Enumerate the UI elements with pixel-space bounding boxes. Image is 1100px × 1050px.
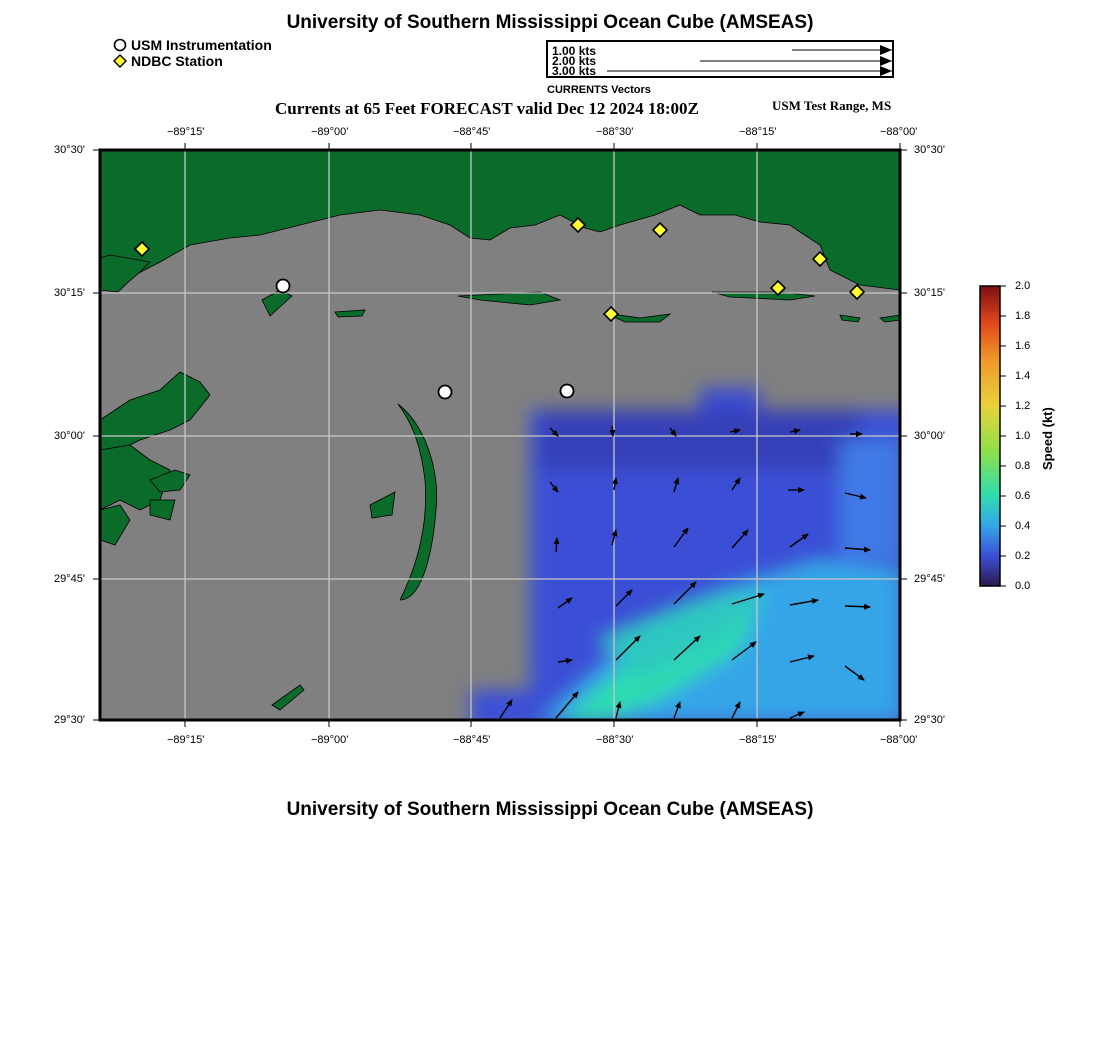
y-tick-label: 30°15' [914,287,945,299]
y-tick-label: 30°30' [914,144,945,156]
x-tick-label: −88°00' [880,126,918,138]
x-tick-label: −88°45' [453,734,491,746]
colorbar-label: 2.0 [1015,280,1031,292]
y-tick-label: 29°45' [54,573,85,585]
colorbar-label: 0.8 [1015,460,1031,472]
bottom-title: University of Southern Mississippi Ocean Cube (AMSEAS) [286,799,814,820]
x-tick-label: −88°15' [739,734,777,746]
x-tick-label: −89°15' [167,734,205,746]
colorbar-label: 0.4 [1015,520,1031,532]
map-title: University of Southern Mississippi Ocean Cube (AMSEAS) [286,12,814,33]
x-tick-label: −89°00' [311,734,349,746]
scale-arrowhead [880,56,892,66]
x-tick-label: −88°45' [453,126,491,138]
y-tick-label: 30°30' [54,144,85,156]
region-label: USM Test Range, MS [772,98,892,113]
x-tick-label: −88°30' [596,126,634,138]
scale-arrowhead [880,66,892,76]
usm-station-marker [561,385,574,398]
current-arrow [845,606,870,607]
colorbar-label: 1.4 [1015,370,1031,382]
usm-station-marker [439,386,452,399]
x-tick-label: −89°15' [167,126,205,138]
x-tick-label: −88°00' [880,734,918,746]
vector-scale-caption: CURRENTS Vectors [547,84,651,96]
legend-ndbc-label: NDBC Station [131,53,223,69]
y-tick-label: 30°15' [54,287,85,299]
x-tick-label: −89°00' [311,126,349,138]
colorbar-label: 0.6 [1015,490,1031,502]
usm-station-marker [277,280,290,293]
vector-scale-label: 2.00 kts [552,54,597,68]
colorbar-ticks [1000,286,1006,586]
colorbar-label: 1.6 [1015,340,1031,352]
forecast-subtitle: Currents at 65 Feet FORECAST valid Dec 12 2024 18:00Z [275,99,699,118]
colorbar-label: 1.2 [1015,400,1031,412]
vector-scale-label: 3.00 kts [552,64,597,78]
x-tick-label: −88°30' [596,734,634,746]
y-tick-label: 30°00' [914,430,945,442]
y-tick-label: 29°30' [914,714,945,726]
y-tick-label: 30°00' [54,430,85,442]
scale-arrowhead [880,45,892,55]
speed-field [470,388,910,730]
colorbar-label: 1.0 [1015,430,1031,442]
colorbar [980,286,1000,586]
map-frame-content [100,150,910,730]
vector-scale-label: 1.00 kts [552,44,597,58]
x-tick-label: −88°15' [739,126,777,138]
legend-usm-label: USM Instrumentation [131,37,272,53]
y-tick-label: 29°30' [54,714,85,726]
current-arrow [612,426,613,436]
y-tick-label: 29°45' [914,573,945,585]
current-arrow [556,538,557,552]
colorbar-label: 0.2 [1015,550,1031,562]
colorbar-label: 0.0 [1015,580,1031,592]
colorbar-label: 1.8 [1015,310,1031,322]
colorbar-title: Speed (kt) [1040,407,1055,470]
